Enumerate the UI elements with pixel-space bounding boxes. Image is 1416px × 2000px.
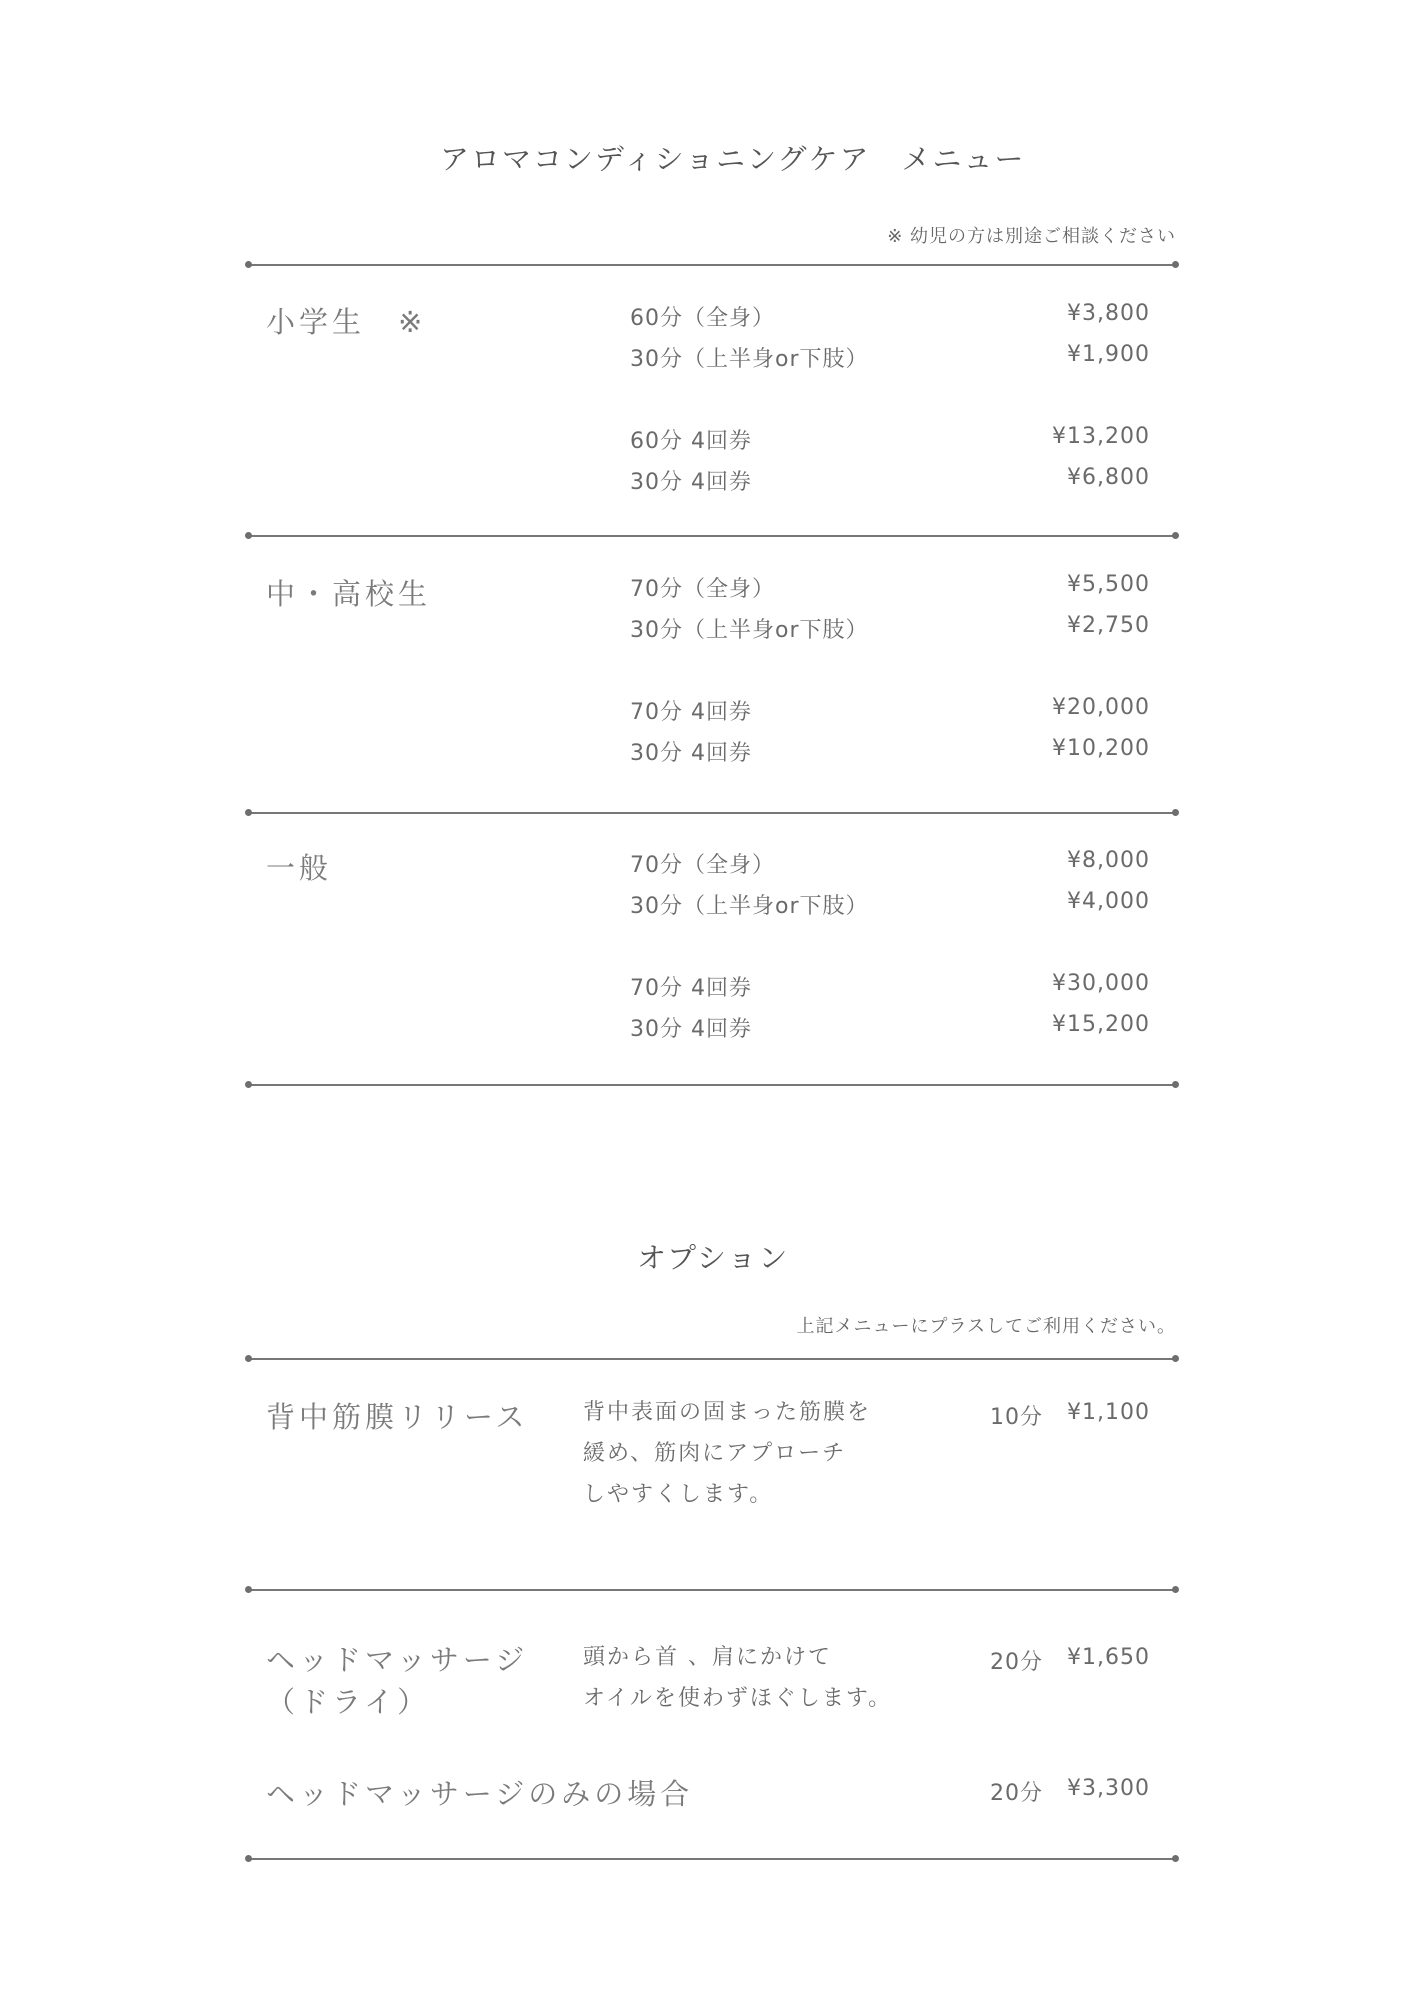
options-title: オプション <box>637 1241 790 1275</box>
divider <box>248 1358 1176 1360</box>
option-name-sub: （ドライ） <box>266 1685 431 1719</box>
option-price: ¥3,300 <box>1067 1776 1150 1801</box>
menu-item-price: ¥13,200 <box>1052 424 1150 449</box>
menu-item-price: ¥4,000 <box>1067 889 1150 914</box>
menu-item-price: ¥3,800 <box>1067 301 1150 326</box>
menu-title: アロマコンディショニングケア メニュー <box>440 142 1026 176</box>
divider <box>248 535 1176 537</box>
option-duration: 10分 <box>990 1405 1043 1430</box>
menu-item-label: 70分 4回券 <box>630 700 752 725</box>
menu-note: ※ 幼児の方は別途ご相談ください <box>887 226 1176 247</box>
option-name: ヘッドマッサージのみの場合 <box>266 1777 694 1811</box>
option-description-line: しやすくします。 <box>583 1482 774 1507</box>
menu-item-label: 70分 4回券 <box>630 976 752 1001</box>
menu-item-price: ¥20,000 <box>1052 695 1150 720</box>
menu-item-price: ¥30,000 <box>1052 971 1150 996</box>
category-secondary: 中・高校生 <box>266 577 432 611</box>
category-elementary: 小学生 ※ <box>266 305 427 339</box>
option-description-line: 頭から首 、肩にかけて <box>583 1645 832 1670</box>
menu-item-price: ¥1,900 <box>1067 342 1150 367</box>
option-description-line: 背中表面の固まった筋膜を <box>583 1400 872 1425</box>
divider <box>248 812 1176 814</box>
divider <box>248 1084 1176 1086</box>
option-description-line: 緩め、筋肉にアプローチ <box>583 1441 847 1466</box>
option-price: ¥1,650 <box>1067 1645 1150 1670</box>
divider <box>248 1589 1176 1591</box>
menu-item-label: 30分（上半身or下肢） <box>630 618 869 643</box>
menu-item-label: 30分 4回券 <box>630 470 752 495</box>
divider <box>248 1858 1176 1860</box>
menu-item-label: 60分（全身） <box>630 306 775 331</box>
divider <box>248 264 1176 266</box>
option-description-line: オイルを使わずほぐします。 <box>583 1686 893 1711</box>
menu-item-price: ¥10,200 <box>1052 736 1150 761</box>
option-name: ヘッドマッサージ <box>266 1643 529 1677</box>
menu-item-price: ¥6,800 <box>1067 465 1150 490</box>
menu-item-label: 70分（全身） <box>630 853 775 878</box>
category-general: 一般 <box>266 851 333 885</box>
option-duration: 20分 <box>990 1781 1043 1806</box>
menu-item-price: ¥15,200 <box>1052 1012 1150 1037</box>
menu-item-label: 60分 4回券 <box>630 429 752 454</box>
option-price: ¥1,100 <box>1067 1400 1150 1425</box>
menu-item-price: ¥5,500 <box>1067 572 1150 597</box>
menu-item-label: 70分（全身） <box>630 577 775 602</box>
option-name: 背中筋膜リリース <box>266 1400 529 1434</box>
menu-item-price: ¥2,750 <box>1067 613 1150 638</box>
menu-item-label: 30分 4回券 <box>630 741 752 766</box>
menu-item-price: ¥8,000 <box>1067 848 1150 873</box>
option-duration: 20分 <box>990 1650 1043 1675</box>
menu-item-label: 30分（上半身or下肢） <box>630 347 869 372</box>
menu-item-label: 30分（上半身or下肢） <box>630 894 869 919</box>
menu-item-label: 30分 4回券 <box>630 1017 752 1042</box>
options-note: 上記メニューにプラスしてご利用ください。 <box>796 1316 1176 1337</box>
